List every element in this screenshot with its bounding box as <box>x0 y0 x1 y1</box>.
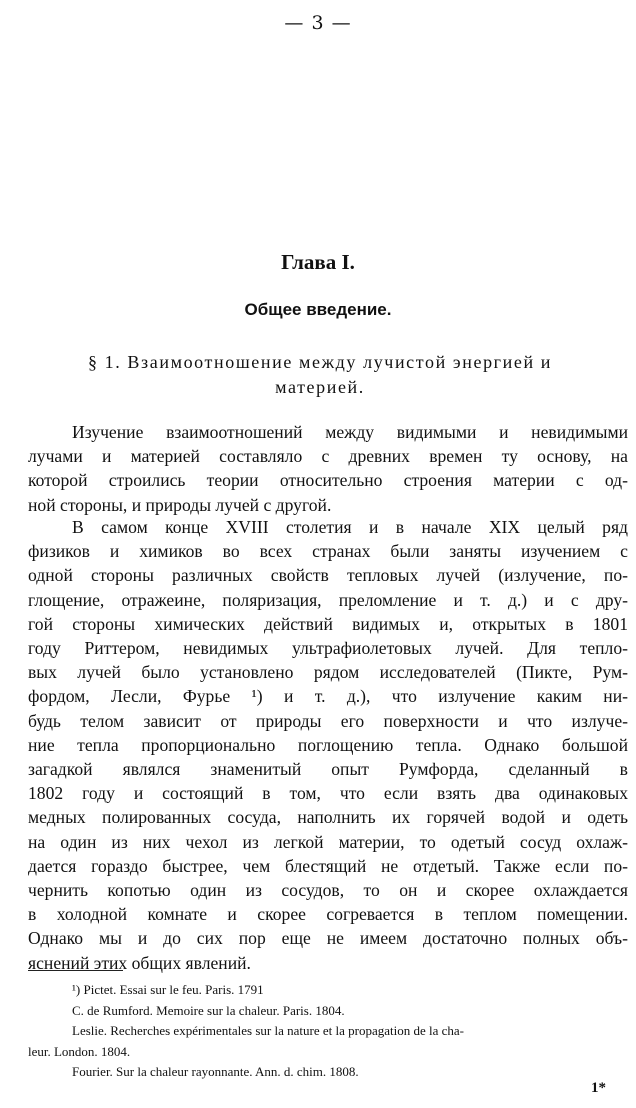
section-heading-line: материей. <box>275 377 365 397</box>
footnote-line: ¹) Pictet. Essai sur le feu. Paris. 1791 <box>72 982 264 997</box>
section-heading <box>60 350 580 400</box>
text-line: В самом конце XVIII столетия и в начале XIX целый ряд <box>72 517 628 537</box>
text-line: вых лучей было установлено рядом исследователей (Пикте, Рум- <box>28 662 628 683</box>
footnotes <box>28 980 628 1083</box>
text-line: 1802 году и состоящий в том, что если взять два одинаковых <box>28 783 628 804</box>
text-line: загадкой являлся знаменитый опыт Румфорда, сделанный в <box>28 759 628 780</box>
text-line: Изучение взаимоотношений между видимыми и невидимыми <box>72 422 628 442</box>
footnote-line: Fourier. Sur la chaleur rayonnante. Ann. d. chim. 1808. <box>72 1064 359 1079</box>
footnote-divider <box>28 970 123 971</box>
chapter-subtitle: Общее введение. <box>244 300 392 319</box>
text-line: будь телом зависит от природы его поверхности и что излуче- <box>28 710 628 731</box>
text-line: яснений этих общих явлений. <box>28 952 251 973</box>
text-line: глощение, отражеине, поляризация, преломление и т. д.) и с дру- <box>28 589 628 610</box>
text-line: гой стороны химических действий видимых и, открытых в 1801 <box>28 613 628 634</box>
text-line: ной стороны, и природы лучей с другой. <box>28 494 332 515</box>
signature-mark: 1* <box>591 1080 606 1096</box>
text-line: в холодной комнате и скорее согревается в теплом помещении. <box>28 904 628 925</box>
footnote-line: Leslie. Recherches expérimentales sur la nature et la propagation de la cha- <box>72 1023 464 1038</box>
text-line: медных полированных сосуда, наполнить их горячей водой и одеть <box>28 807 628 828</box>
chapter-title: Глава I. <box>281 250 355 274</box>
text-line: которой строились теории относительно строения материи с од- <box>28 470 628 491</box>
text-line: лучами и материей составляло с древних времен ту основу, на <box>28 446 628 467</box>
text-line: на один из них чехол из легкой материи, то одетый сосуд охлаж- <box>28 831 628 852</box>
text-line: дается гораздо быстрее, чем блестящий не отдетый. Также если по- <box>28 855 628 876</box>
page-number: — 3 — <box>284 12 352 34</box>
text-line: одной стороны различных свойств тепловых лучей (излучение, по- <box>28 565 628 586</box>
paragraph-1 <box>28 420 628 517</box>
text-line: физиков и химиков во всех странах были заняты изучением с <box>28 541 628 562</box>
paragraph-2 <box>28 515 628 975</box>
text-line: году Риттером, невидимых ультрафиолетовых лучей. Для тепло- <box>28 638 628 659</box>
text-line: чернить копотью один из сосудов, то он и скорее охлаждается <box>28 880 628 901</box>
text-line: ние тепла пропорционально поглощению тепла. Однако большой <box>28 734 628 755</box>
text-line: Однако мы и до сих пор еще не имеем достаточно полных объ- <box>28 928 628 949</box>
section-heading-line: § 1. Взаимоотношение между лучистой энергией и <box>87 352 553 372</box>
footnote-line: leur. London. 1804. <box>28 1043 131 1059</box>
text-line: фордом, Лесли, Фурье ¹) и т. д.), что излучение каким ни- <box>28 686 628 707</box>
footnote-line: C. de Rumford. Memoire sur la chaleur. Paris. 1804. <box>72 1002 345 1018</box>
